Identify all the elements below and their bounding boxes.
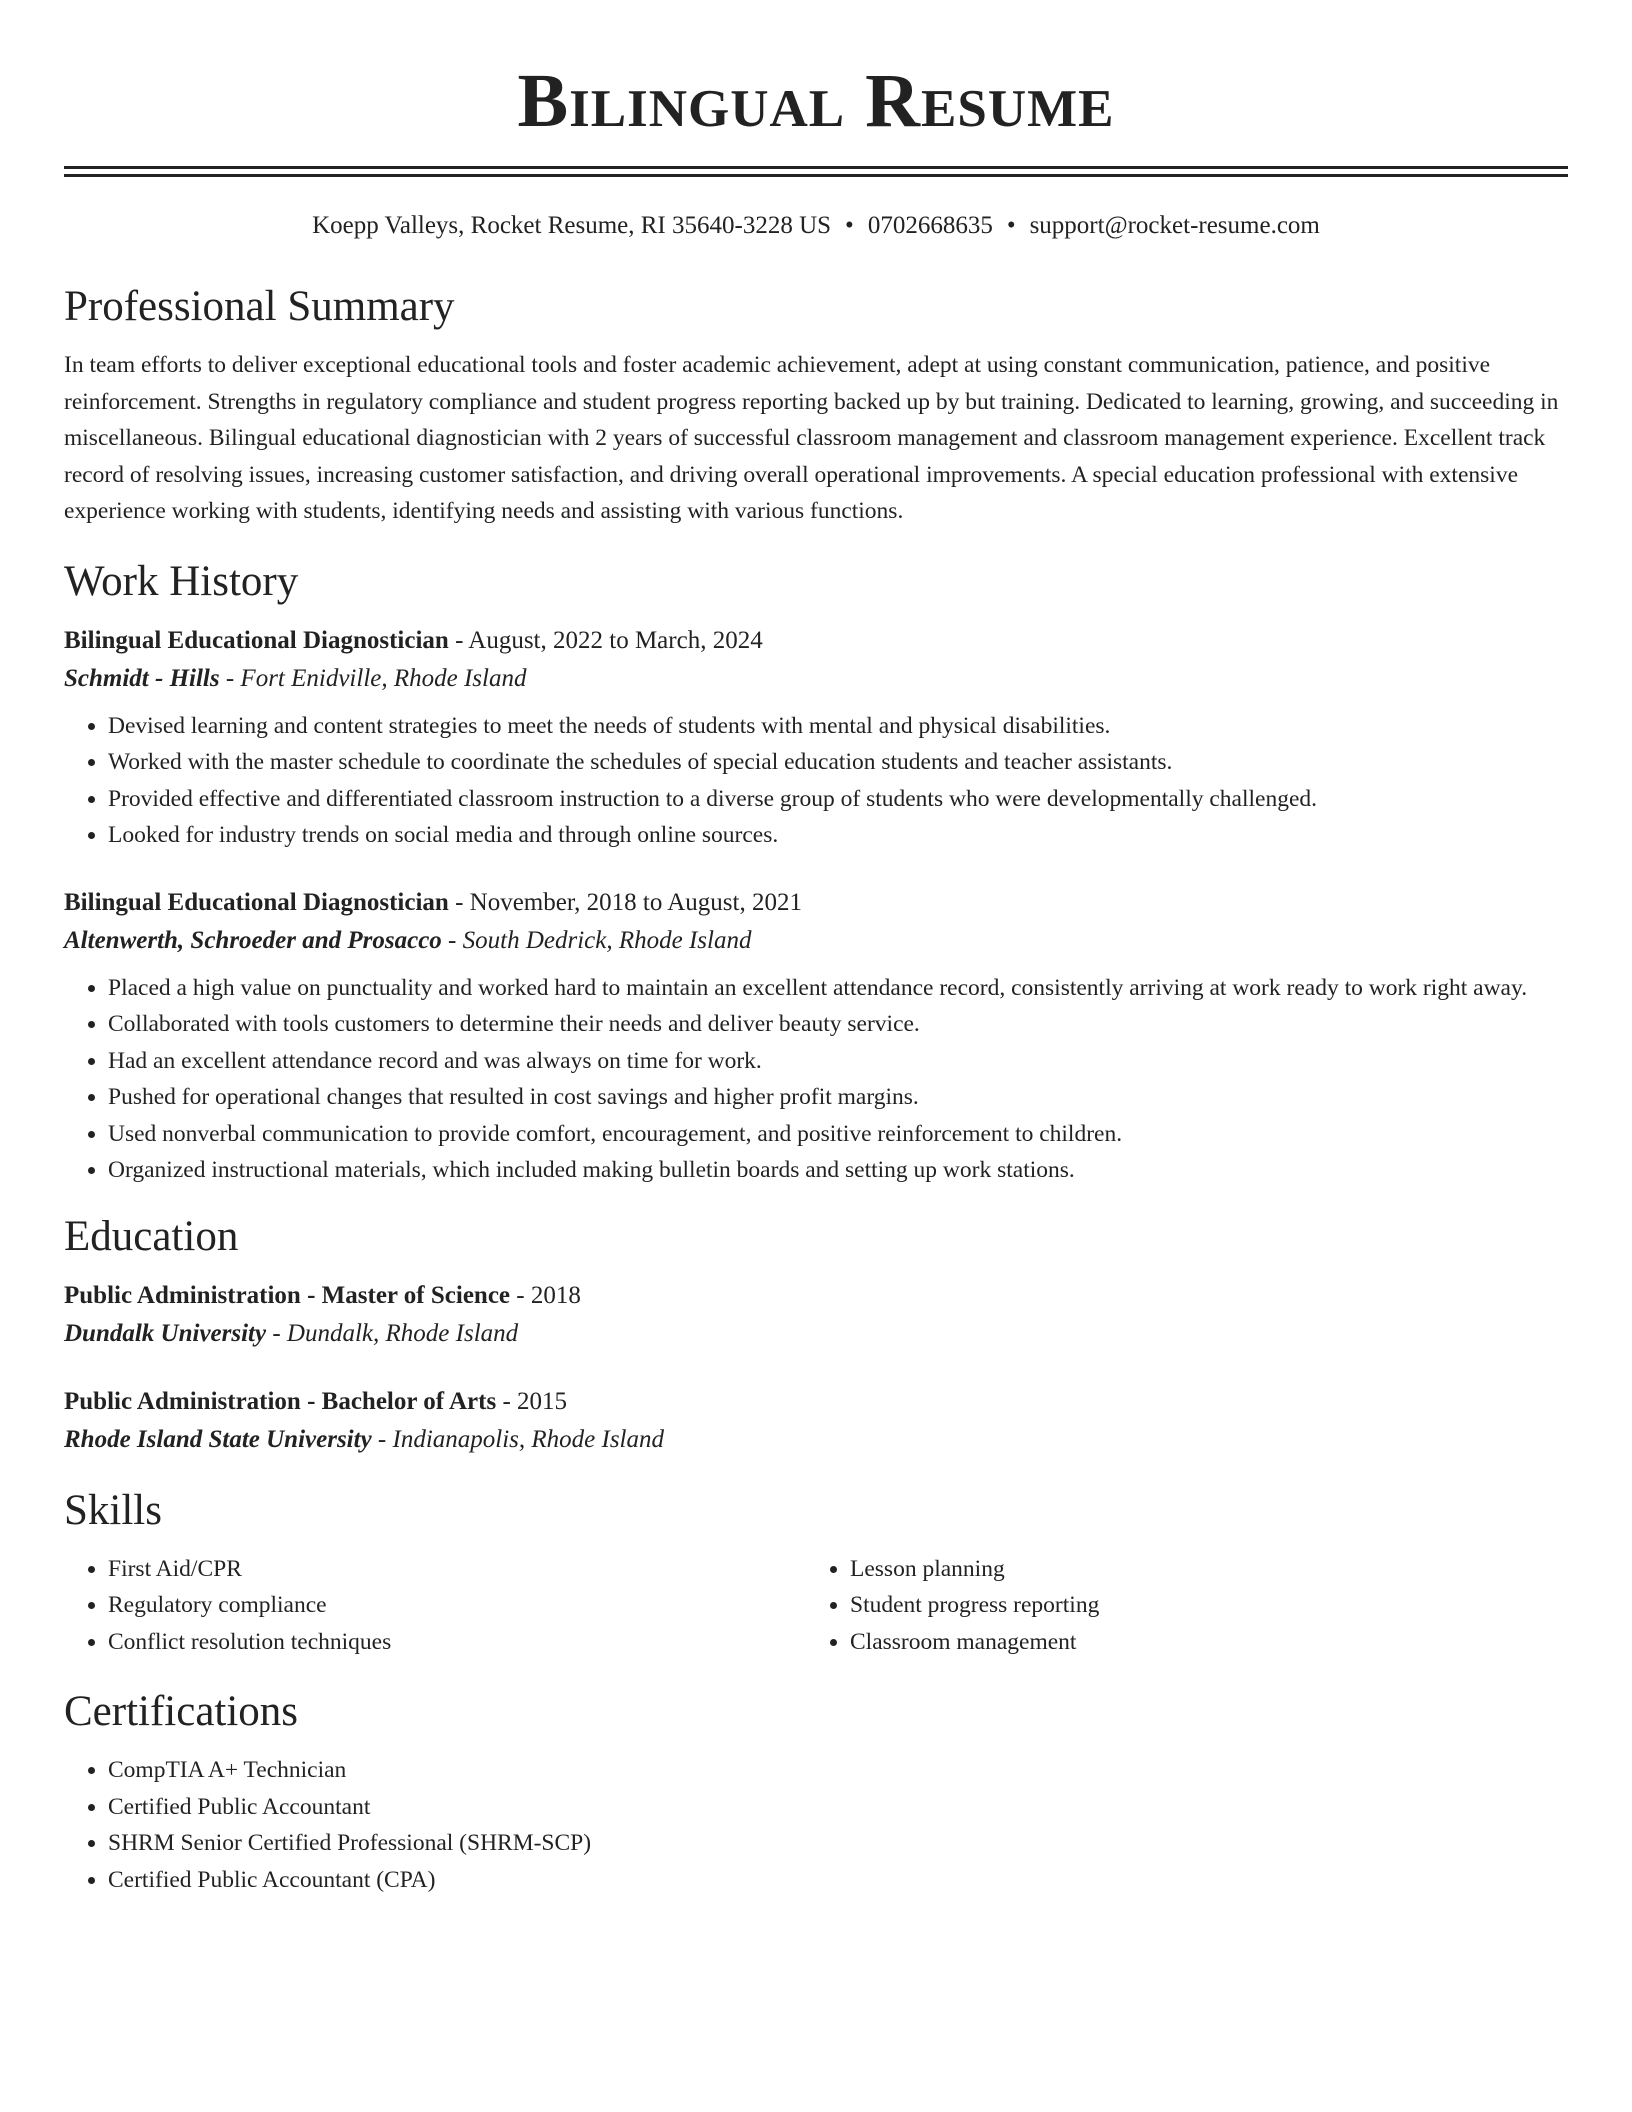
list-item: • Organized instructional materials, which included making bulletin boards and setting up work stations. bbox=[108, 1152, 1568, 1189]
skills-list bbox=[806, 1551, 1548, 1661]
title-double-rule bbox=[64, 166, 1568, 177]
work-history-section bbox=[64, 554, 1568, 1189]
contact-email: support@rocket-resume.com bbox=[1029, 212, 1320, 239]
education-section bbox=[64, 1209, 1568, 1459]
job-entry bbox=[64, 884, 1568, 1189]
skills-section bbox=[64, 1483, 1568, 1661]
certifications-section bbox=[64, 1684, 1568, 1898]
summary-heading: Professional Summary bbox=[64, 283, 455, 330]
list-item: • Had an excellent attendance record and was always on time for work. bbox=[108, 1043, 1568, 1080]
list-item: • Used nonverbal communication to provide comfort, encouragement, and positive reinforcement to children. bbox=[108, 1116, 1568, 1153]
job-title: Bilingual Educational Diagnostician bbox=[64, 626, 449, 654]
list-item: • Looked for industry trends on social media and through online sources. bbox=[108, 817, 1568, 854]
company-line bbox=[64, 922, 1568, 960]
certification-item: • SHRM Senior Certified Professional (SHRM-SCP) bbox=[108, 1825, 1568, 1862]
certifications-heading: Certifications bbox=[64, 1688, 299, 1735]
school-name: Dundalk University bbox=[64, 1319, 267, 1347]
job-bullets bbox=[64, 970, 1568, 1189]
company-location: - South Dedrick, Rhode Island bbox=[441, 926, 752, 954]
summary-text: In team efforts to deliver exceptional educational tools and foster academic achievement, adept at using constant communication, patience, and positive reinforcement. Strengths in regulatory compliance and student progress reporting backed up by but training. Dedicated to learning, growing, and succeeding in miscellaneous. Bilingual educational diagnostician with 2 years of successful classroom management and classroom management experience. Excellent track record of resolving issues, increasing customer satisfaction, and driving overall operational improvements. A special education professional with extensive experience working with students, identifying needs and assisting with various functions. bbox=[64, 352, 1559, 524]
summary-section bbox=[64, 279, 1568, 530]
skills-heading: Skills bbox=[64, 1486, 162, 1534]
work-history-heading: Work History bbox=[64, 557, 299, 605]
degree-line bbox=[64, 1277, 1568, 1315]
certifications-list bbox=[64, 1752, 1568, 1898]
certification-item: • Certified Public Accountant (CPA) bbox=[108, 1862, 1568, 1899]
job-dates: - November, 2018 to August, 2021 bbox=[448, 888, 802, 916]
school-line bbox=[64, 1421, 1568, 1459]
degree-line bbox=[64, 1383, 1568, 1421]
skills-list bbox=[64, 1551, 806, 1661]
education-entry bbox=[64, 1277, 1568, 1353]
skills-column-right bbox=[806, 1551, 1548, 1661]
resume-title: Bilingual Resume bbox=[517, 59, 1115, 143]
degree-name: Public Administration - Bachelor of Arts bbox=[64, 1387, 497, 1415]
company-name: Schmidt - Hills bbox=[64, 664, 220, 692]
skill-item: • Classroom management bbox=[850, 1624, 1548, 1661]
skills-grid bbox=[64, 1551, 1568, 1661]
school-location: - Dundalk, Rhode Island bbox=[266, 1319, 519, 1347]
job-title-line bbox=[64, 884, 1568, 922]
contact-address: Koepp Valleys, Rocket Resume, RI 35640-3228 US bbox=[312, 212, 832, 239]
skill-item: • First Aid/CPR bbox=[108, 1551, 806, 1588]
job-entry bbox=[64, 622, 1568, 854]
skill-item: • Conflict resolution techniques bbox=[108, 1624, 806, 1661]
company-line bbox=[64, 660, 1568, 698]
degree-year: - 2018 bbox=[510, 1281, 581, 1309]
skills-column-left bbox=[64, 1551, 806, 1661]
contact-phone: 0702668635 bbox=[867, 212, 993, 239]
job-bullets bbox=[64, 708, 1568, 854]
contact-line bbox=[64, 209, 1568, 243]
certification-item: • Certified Public Accountant bbox=[108, 1789, 1568, 1826]
job-title: Bilingual Educational Diagnostician bbox=[64, 888, 449, 916]
skill-item: • Regulatory compliance bbox=[108, 1587, 806, 1624]
certification-item: • CompTIA A+ Technician bbox=[108, 1752, 1568, 1789]
company-location: - Fort Enidville, Rhode Island bbox=[219, 664, 527, 692]
education-entry bbox=[64, 1383, 1568, 1459]
skill-item: • Student progress reporting bbox=[850, 1587, 1548, 1624]
contact-separator: • bbox=[1006, 212, 1016, 239]
list-item: • Collaborated with tools customers to determine their needs and deliver beauty service. bbox=[108, 1006, 1568, 1043]
list-item: • Placed a high value on punctuality and worked hard to maintain an excellent attendance record, consistently arriving at work ready to work right away. bbox=[108, 970, 1568, 1007]
company-name: Altenwerth, Schroeder and Prosacco bbox=[64, 926, 442, 954]
list-item: • Devised learning and content strategies to meet the needs of students with mental and physical disabilities. bbox=[108, 708, 1568, 745]
skill-item: • Lesson planning bbox=[850, 1551, 1548, 1588]
school-name: Rhode Island State University bbox=[64, 1425, 372, 1453]
school-line bbox=[64, 1315, 1568, 1353]
list-item: • Provided effective and differentiated classroom instruction to a diverse group of students who were developmentally challenged. bbox=[108, 781, 1568, 818]
education-heading: Education bbox=[64, 1212, 239, 1260]
school-location: - Indianapolis, Rhode Island bbox=[371, 1425, 665, 1453]
degree-name: Public Administration - Master of Science bbox=[64, 1281, 511, 1309]
degree-year: - 2015 bbox=[496, 1387, 568, 1415]
contact-separator: • bbox=[845, 212, 854, 239]
list-item: • Pushed for operational changes that resulted in cost savings and higher profit margins. bbox=[108, 1079, 1568, 1116]
job-title-line bbox=[64, 622, 1568, 660]
list-item: • Worked with the master schedule to coordinate the schedules of special education students and teacher assistants. bbox=[108, 744, 1568, 781]
job-dates: - August, 2022 to March, 2024 bbox=[448, 626, 763, 654]
